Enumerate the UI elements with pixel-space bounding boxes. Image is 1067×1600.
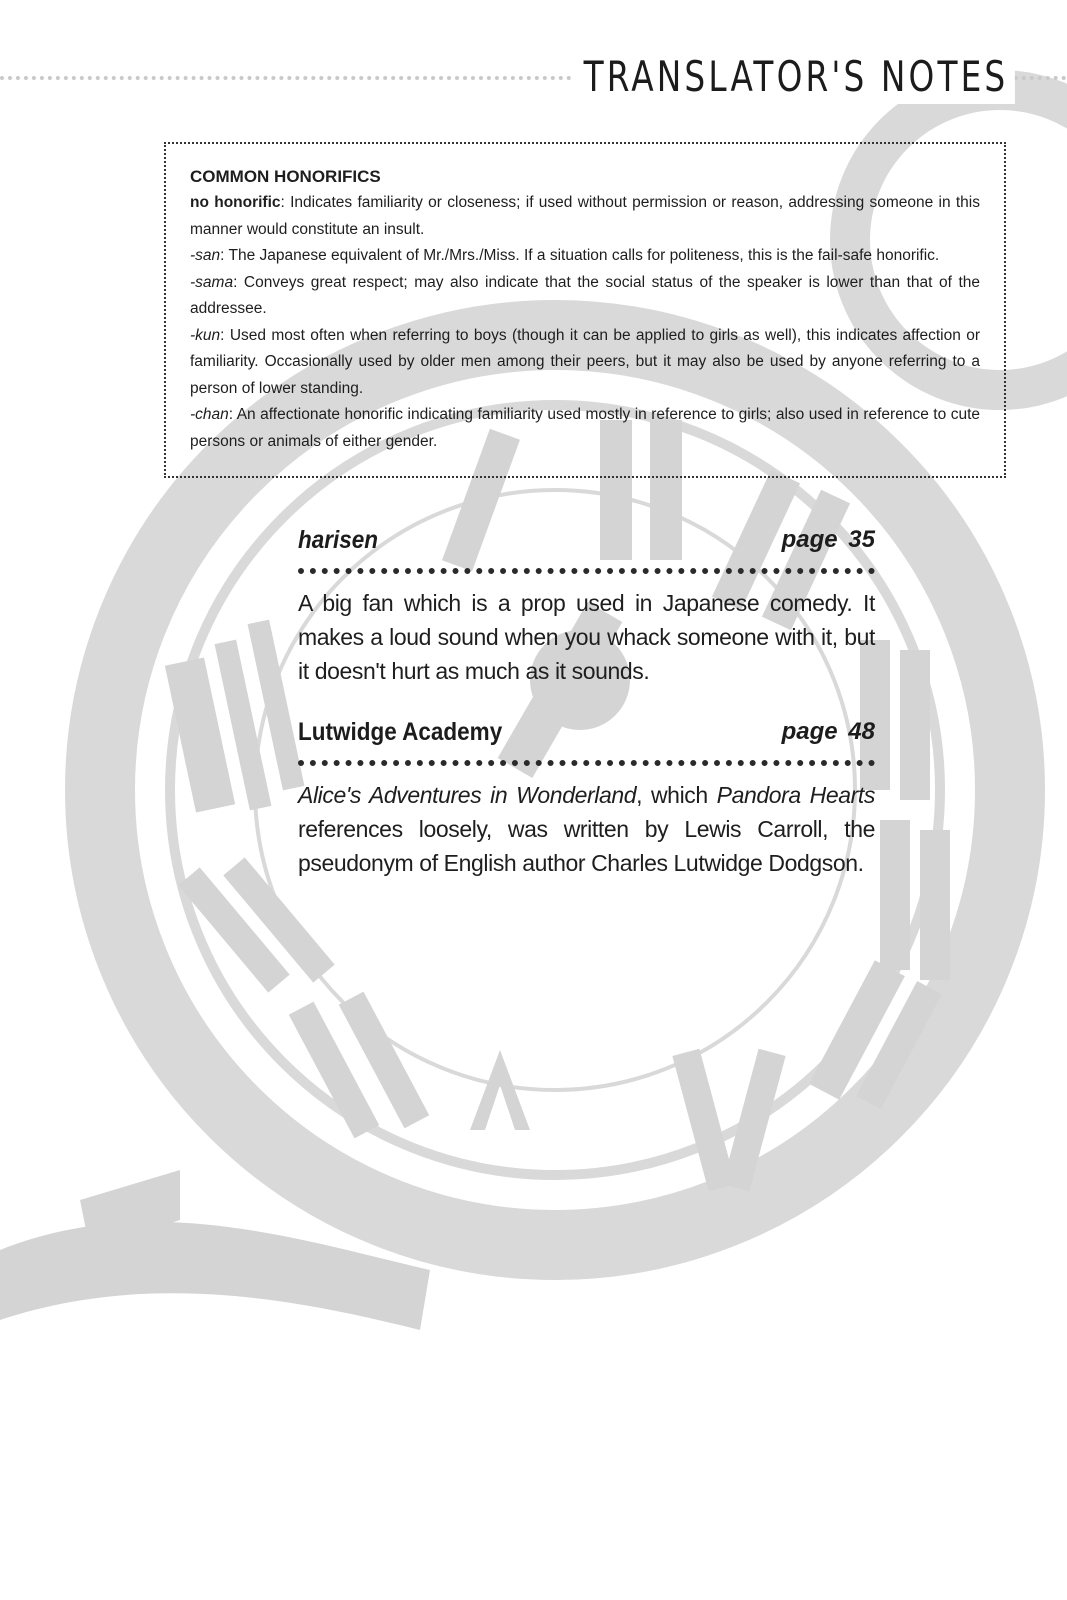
honorific-entry — [190, 402, 980, 455]
honorific-entry — [190, 323, 980, 403]
note-page-ref: page 48 — [781, 718, 875, 745]
honorific-entry — [190, 243, 980, 270]
page-title: TRANSLATOR'S NOTES — [573, 50, 1015, 104]
honorific-term: -sama — [190, 273, 234, 291]
note-header — [298, 520, 875, 560]
honorific-definition: : Indicates familiarity or closeness; if used without permission or reason, addressing someone in this manner would constitute an insult. — [190, 194, 980, 238]
series-title: Pandora Hearts — [716, 782, 875, 808]
note-page-ref: page 35 — [781, 526, 875, 553]
honorific-entry — [190, 190, 980, 243]
note-term: Lutwidge Academy — [298, 718, 503, 746]
note-lutwidge-academy — [298, 712, 875, 880]
note-header — [298, 712, 875, 752]
honorific-term: -san — [190, 247, 221, 264]
honorifics-title: COMMON HONORIFICS — [190, 167, 381, 186]
note-harisen — [298, 520, 875, 688]
honorific-term: -chan — [190, 406, 229, 423]
page-header — [0, 50, 1067, 104]
honorific-term: -kun — [190, 326, 221, 344]
note-body-text: , which — [636, 782, 717, 808]
note-dotted-divider — [298, 760, 875, 766]
note-term: harisen — [298, 526, 379, 554]
honorifics-box — [164, 142, 1006, 478]
note-dotted-divider — [298, 568, 875, 574]
note-body-text: references loosely, was written by Lewis Carroll, the pseudonym of English author Charles Lutwidge Dodgson. — [298, 816, 875, 876]
honorific-definition: : Used most often when referring to boys (though it can be applied to girls as well), this indicates affection or familiarity. Occasionally used by older men among their peers, but it may also be used by anyone referring to a person of lower standing. — [190, 326, 980, 397]
note-body: A big fan which is a prop used in Japanese comedy. It makes a loud sound when you whack someone with it, but it doesn't hurt as much as it sounds. — [298, 590, 875, 684]
note-body — [298, 778, 875, 880]
honorific-entry — [190, 270, 980, 323]
honorific-definition: : The Japanese equivalent of Mr./Mrs./Miss. If a situation calls for politeness, this is the fail-safe honorific. — [220, 247, 940, 264]
honorific-definition: : Conveys great respect; may also indicate that the social status of the speaker is lower than that of the addressee. — [190, 273, 980, 317]
honorific-term: no honorific — [190, 194, 281, 211]
honorific-definition: : An affectionate honorific indicating familiarity used mostly in reference to girls; also used in reference to cute persons or animals of either gender. — [190, 406, 980, 450]
book-title: Alice's Adventures in Wonderland — [298, 782, 637, 808]
